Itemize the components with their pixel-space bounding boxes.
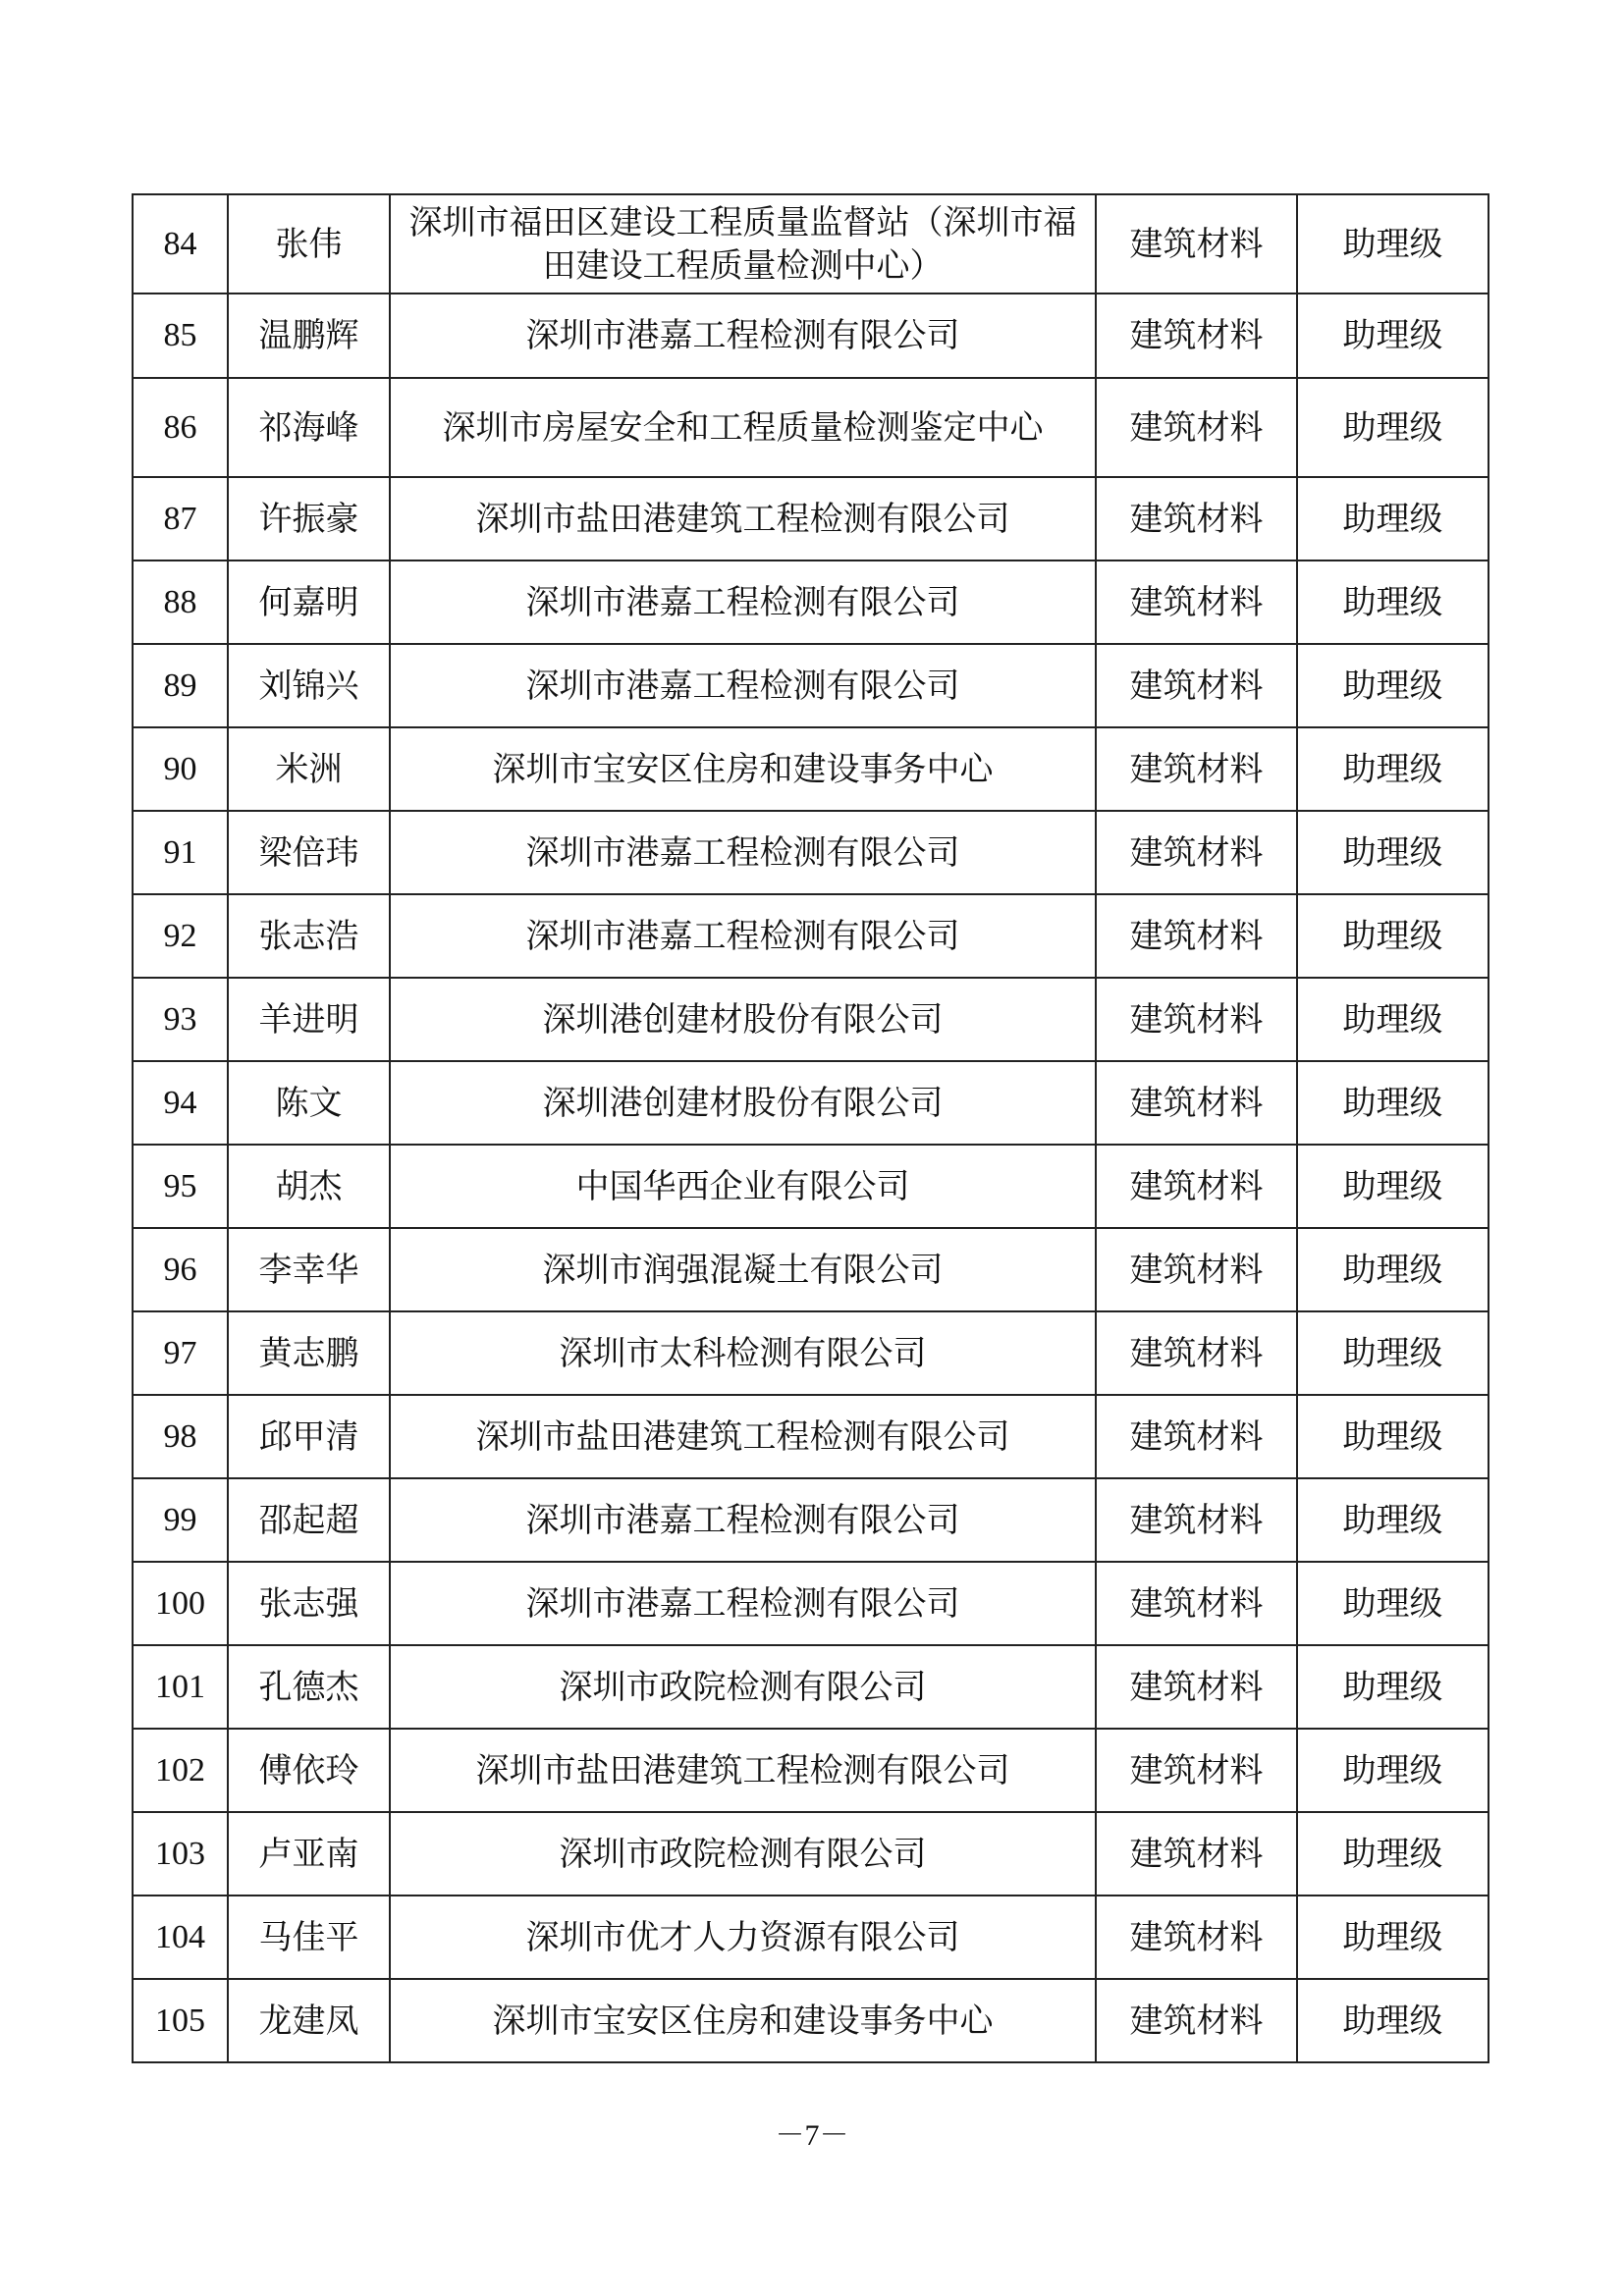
organization-cell: 深圳市优才人力资源有限公司 — [390, 1896, 1096, 1979]
table-row — [133, 727, 1489, 811]
table-row — [133, 1645, 1489, 1729]
table-row — [133, 1562, 1489, 1645]
organization-cell: 深圳市政院检测有限公司 — [390, 1645, 1096, 1729]
row-number-cell: 92 — [133, 894, 228, 978]
row-number-cell: 101 — [133, 1645, 228, 1729]
level-cell: 助理级 — [1297, 561, 1489, 644]
organization-cell: 深圳市港嘉工程检测有限公司 — [390, 561, 1096, 644]
table-row — [133, 378, 1489, 477]
name-cell: 陈文 — [228, 1061, 390, 1145]
page-number: －7－ — [775, 2119, 849, 2152]
major-cell: 建筑材料 — [1096, 1228, 1297, 1311]
major-cell: 建筑材料 — [1096, 1061, 1297, 1145]
level-cell: 助理级 — [1297, 727, 1489, 811]
row-number-cell: 97 — [133, 1311, 228, 1395]
major-cell: 建筑材料 — [1096, 894, 1297, 978]
name-cell: 米洲 — [228, 727, 390, 811]
major-cell: 建筑材料 — [1096, 1395, 1297, 1478]
level-cell: 助理级 — [1297, 1061, 1489, 1145]
major-cell: 建筑材料 — [1096, 978, 1297, 1061]
roster-table — [132, 193, 1489, 2063]
row-number-cell: 90 — [133, 727, 228, 811]
major-cell: 建筑材料 — [1096, 1478, 1297, 1562]
name-cell: 张伟 — [228, 194, 390, 294]
organization-cell: 深圳市太科检测有限公司 — [390, 1311, 1096, 1395]
table-row — [133, 1478, 1489, 1562]
table-row — [133, 194, 1489, 294]
name-cell: 卢亚南 — [228, 1812, 390, 1896]
name-cell: 梁倍玮 — [228, 811, 390, 894]
level-cell: 助理级 — [1297, 1145, 1489, 1228]
organization-cell: 中国华西企业有限公司 — [390, 1145, 1096, 1228]
major-cell: 建筑材料 — [1096, 1729, 1297, 1812]
name-cell: 张志浩 — [228, 894, 390, 978]
major-cell: 建筑材料 — [1096, 1896, 1297, 1979]
major-cell: 建筑材料 — [1096, 1645, 1297, 1729]
name-cell: 傅依玲 — [228, 1729, 390, 1812]
row-number-cell: 93 — [133, 978, 228, 1061]
row-number-cell: 91 — [133, 811, 228, 894]
level-cell: 助理级 — [1297, 894, 1489, 978]
major-cell: 建筑材料 — [1096, 1311, 1297, 1395]
row-number-cell: 85 — [133, 294, 228, 378]
name-cell: 祁海峰 — [228, 378, 390, 477]
organization-cell: 深圳市房屋安全和工程质量检测鉴定中心 — [390, 378, 1096, 477]
table-row — [133, 1979, 1489, 2062]
organization-cell: 深圳市宝安区住房和建设事务中心 — [390, 727, 1096, 811]
name-cell: 刘锦兴 — [228, 644, 390, 727]
level-cell: 助理级 — [1297, 1228, 1489, 1311]
major-cell: 建筑材料 — [1096, 727, 1297, 811]
major-cell: 建筑材料 — [1096, 561, 1297, 644]
row-number-cell: 98 — [133, 1395, 228, 1478]
organization-cell: 深圳市政院检测有限公司 — [390, 1812, 1096, 1896]
roster-table-body — [133, 194, 1489, 2062]
major-cell: 建筑材料 — [1096, 1812, 1297, 1896]
row-number-cell: 95 — [133, 1145, 228, 1228]
organization-cell: 深圳市港嘉工程检测有限公司 — [390, 294, 1096, 378]
table-row — [133, 811, 1489, 894]
name-cell: 温鹏辉 — [228, 294, 390, 378]
organization-cell: 深圳港创建材股份有限公司 — [390, 1061, 1096, 1145]
major-cell: 建筑材料 — [1096, 1562, 1297, 1645]
major-cell: 建筑材料 — [1096, 194, 1297, 294]
row-number-cell: 103 — [133, 1812, 228, 1896]
level-cell: 助理级 — [1297, 1395, 1489, 1478]
level-cell: 助理级 — [1297, 1562, 1489, 1645]
major-cell: 建筑材料 — [1096, 811, 1297, 894]
row-number-cell: 105 — [133, 1979, 228, 2062]
major-cell: 建筑材料 — [1096, 477, 1297, 561]
table-row — [133, 294, 1489, 378]
name-cell: 羊进明 — [228, 978, 390, 1061]
major-cell: 建筑材料 — [1096, 1979, 1297, 2062]
table-row — [133, 1145, 1489, 1228]
row-number-cell: 100 — [133, 1562, 228, 1645]
level-cell: 助理级 — [1297, 1979, 1489, 2062]
level-cell: 助理级 — [1297, 1729, 1489, 1812]
table-row — [133, 1729, 1489, 1812]
row-number-cell: 84 — [133, 194, 228, 294]
major-cell: 建筑材料 — [1096, 644, 1297, 727]
name-cell: 许振豪 — [228, 477, 390, 561]
level-cell: 助理级 — [1297, 1645, 1489, 1729]
major-cell: 建筑材料 — [1096, 378, 1297, 477]
organization-cell: 深圳港创建材股份有限公司 — [390, 978, 1096, 1061]
table-row — [133, 1061, 1489, 1145]
organization-cell: 深圳市盐田港建筑工程检测有限公司 — [390, 1729, 1096, 1812]
row-number-cell: 87 — [133, 477, 228, 561]
organization-cell: 深圳市港嘉工程检测有限公司 — [390, 894, 1096, 978]
row-number-cell: 86 — [133, 378, 228, 477]
level-cell: 助理级 — [1297, 644, 1489, 727]
major-cell: 建筑材料 — [1096, 1145, 1297, 1228]
name-cell: 邱甲清 — [228, 1395, 390, 1478]
level-cell: 助理级 — [1297, 294, 1489, 378]
table-row — [133, 1812, 1489, 1896]
row-number-cell: 94 — [133, 1061, 228, 1145]
organization-cell: 深圳市润强混凝土有限公司 — [390, 1228, 1096, 1311]
level-cell: 助理级 — [1297, 1812, 1489, 1896]
table-row — [133, 644, 1489, 727]
table-row — [133, 1896, 1489, 1979]
organization-cell: 深圳市盐田港建筑工程检测有限公司 — [390, 1395, 1096, 1478]
table-row — [133, 561, 1489, 644]
organization-cell: 深圳市港嘉工程检测有限公司 — [390, 1562, 1096, 1645]
row-number-cell: 104 — [133, 1896, 228, 1979]
organization-cell: 深圳市福田区建设工程质量监督站（深圳市福田建设工程质量检测中心） — [390, 194, 1096, 294]
level-cell: 助理级 — [1297, 1896, 1489, 1979]
organization-cell: 深圳市盐田港建筑工程检测有限公司 — [390, 477, 1096, 561]
organization-cell: 深圳市港嘉工程检测有限公司 — [390, 1478, 1096, 1562]
table-row — [133, 894, 1489, 978]
row-number-cell: 96 — [133, 1228, 228, 1311]
row-number-cell: 89 — [133, 644, 228, 727]
row-number-cell: 88 — [133, 561, 228, 644]
level-cell: 助理级 — [1297, 978, 1489, 1061]
organization-cell: 深圳市宝安区住房和建设事务中心 — [390, 1979, 1096, 2062]
level-cell: 助理级 — [1297, 1311, 1489, 1395]
level-cell: 助理级 — [1297, 477, 1489, 561]
organization-cell: 深圳市港嘉工程检测有限公司 — [390, 644, 1096, 727]
row-number-cell: 102 — [133, 1729, 228, 1812]
table-row — [133, 477, 1489, 561]
level-cell: 助理级 — [1297, 378, 1489, 477]
organization-cell: 深圳市港嘉工程检测有限公司 — [390, 811, 1096, 894]
name-cell: 马佳平 — [228, 1896, 390, 1979]
major-cell: 建筑材料 — [1096, 294, 1297, 378]
level-cell: 助理级 — [1297, 194, 1489, 294]
name-cell: 李幸华 — [228, 1228, 390, 1311]
name-cell: 龙建凤 — [228, 1979, 390, 2062]
name-cell: 黄志鹏 — [228, 1311, 390, 1395]
table-row — [133, 1395, 1489, 1478]
row-number-cell: 99 — [133, 1478, 228, 1562]
table-row — [133, 1228, 1489, 1311]
level-cell: 助理级 — [1297, 811, 1489, 894]
name-cell: 邵起超 — [228, 1478, 390, 1562]
name-cell: 何嘉明 — [228, 561, 390, 644]
name-cell: 孔德杰 — [228, 1645, 390, 1729]
name-cell: 张志强 — [228, 1562, 390, 1645]
level-cell: 助理级 — [1297, 1478, 1489, 1562]
table-row — [133, 1311, 1489, 1395]
name-cell: 胡杰 — [228, 1145, 390, 1228]
table-row — [133, 978, 1489, 1061]
